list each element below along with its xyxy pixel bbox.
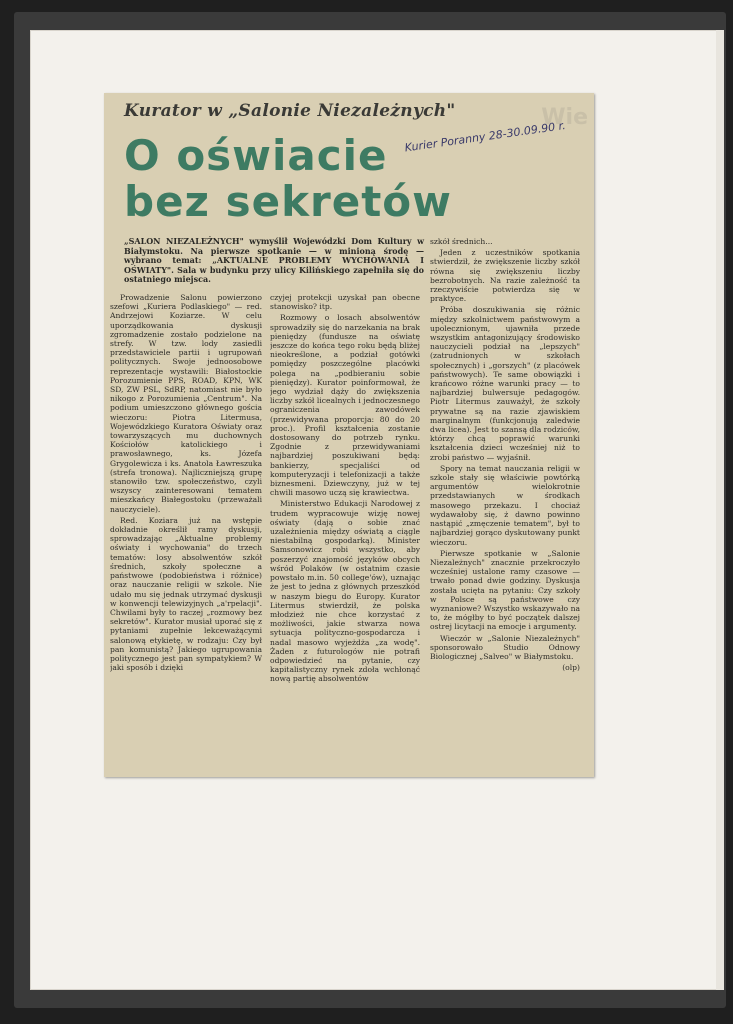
paragraph: czyjej protekcji uzyskał pan obecne stanowisko? itp. [270, 293, 420, 312]
handwritten-note: Kurier Poranny 28-30.09.90 r. [403, 119, 567, 155]
column-3 [430, 237, 580, 777]
newspaper-clipping [104, 93, 594, 777]
paragraph: Red. Koziara już na wstępie dokładnie określił ramy dyskusji, sprowadzając „Aktualne problemy oświaty i wychowania" do trzech tematów: losy absolwentów szkół średnich, szkoły społeczne a państwowe (podobieństwa i różnice) oraz nauczanie religii w szkole. Nie udało mu się jednak utrzymać dyskusji w konwencji telewizyjnych „a'rpelacji". Chwilami były to raczej „rozmowy bez sekretów". Kurator musiał uporać się z pytaniami zupełnie lekceważącymi salonową etykietę, w rodzaju: Czy był pan komunistą? Jakiego ugrupowania politycznego jest pan sympatykiem? W jaki sposób i dzięki [110, 515, 262, 673]
column-1 [110, 293, 262, 773]
page-edge [716, 30, 724, 990]
headline-line-1: O oświacie [124, 131, 388, 180]
column-2 [270, 293, 420, 773]
paragraph: Wieczór w „Salonie Niezależnych" sponsorowało Studio Odnowy Biologicznej „Salveo" w Białymstoku. [430, 633, 580, 661]
headline-line-2: bez sekretów [124, 177, 452, 226]
paragraph: Pierwsze spotkanie w „Salonie Niezależnych" znacznie przekroczyło wcześniej ustalone ramy czasowe — trwało ponad dwie godziny. Dyskusja została ucięta na pytaniu: Czy szkoły w Polsce są państwowe czy wyznaniowe? Wszystko wskazywało na to, że mógłby to być początek dalszej ostrej licytacji na emocje i argumenty. [430, 548, 580, 632]
paragraph: Rozmowy o losach absolwentów sprowadziły się do narzekania na brak pieniędzy (fundusze na oświatę jeszcze do końca tego roku będą bliżej nieokreślone, a podział gotówki pomiędzy poszczególne placówki polega na „podbieraniu sobie pieniędzy). Kurator poinformował, że jego wydział dąży do zwiększenia liczby szkół licealnych i jednoczesnego ograniczenia zawodówek (przewidywana proporcja: 80 do 20 proc.). Profil kształcenia zostanie dostosowany do potrzeb rynku. Zgodnie z przewidywaniami najbardziej poszukiwani będą: bankierzy, specjaliści od komputeryzacji i telefonizacji a także biznesmeni. Dziewczyny, już w tej chwili masowo uczą się krawiectwa. [270, 313, 420, 498]
kicker: Kurator w „Salonie Niezależnych" [124, 101, 456, 121]
author-signature: (olp) [562, 663, 580, 673]
paragraph: Jeden z uczestników spotkania stwierdził, że zwiększenie liczby szkół równa się zwiększeniu liczby bezrobotnych. Na razie zależność ta rzeczywiście potwierdza się w praktyce. [430, 248, 580, 304]
paragraph: Prowadzenie Salonu powierzono szefowi „Kuriera Podlaskiego" — red. Andrzejowi Koziarze. W celu uporządkowania dyskusji zgromadzenie zostało podzielone na strefy. W tzw. lody zasiedli przedstawiciele partii i ugrupowań politycznych. Swoje jednoosobowe reprezentacje wystawili: Białostockie Porozumienie PPS, ROAD, KPN, WK SD, ZW PSL, SdRP, natomiast nie było nikogo z Porozumienia „Centrum". Na podium umieszczono głównego gościa wieczoru: Piotra Litermusa, Wojewódzkiego Kuratora Oświaty oraz towarzyszących mu duchownych Kościołów katolickiego i prawosławnego, ks. Józefa Grygolewicza i ks. Anatola Ławreszuka (strefa tronowa). Najliczniejszą grupę stanowiło tzw. społeczeństwo, czyli wszyscy zainteresowani tematem mieszkańcy Białegostoku (przeważali nauczyciele). [110, 293, 262, 514]
bleed-through-text: Wie [541, 105, 588, 130]
paragraph: Spory na temat nauczania religii w szkole stały się właściwie powtórką argumentów wielokrotnie przedstawianych w środkach masowego przekazu. I chociaż wydawałoby się, ż dawno powinno nastąpić „zmęczenie tematem", był to najbardziej gorąco dyskutowany punkt wieczoru. [430, 463, 580, 547]
lead-paragraph: „SALON NIEZALEŻNYCH" wymyślił Wojewódzki Dom Kultury w Białymstoku. Na pierwsze spotkanie — w minioną środę — wybrano temat: „AKTUALNE PROBLEMY WYCHOWANIA I OŚWIATY". Sala w budynku przy ulicy Kilińskiego zapełniła się do ostatniego miejsca. [124, 236, 424, 285]
paragraph: Próba doszukiwania się różnic między szkolnictwem państwowym a upolecznionym, ujawniła przede wszystkim antagonizujący środowisko nauczycieli podział na „lepszych" (zatrudnionych w szkołach społecznych) i „gorszych" (z placówek państwowych). Te same obowiązki i krańcowo różne warunki pracy — to najbardziej bulwersuje pedagogów. Piotr Litermus zauważył, że szkoły prywatne są na razie zjawiskiem marginalnym (funkcjonują zaledwie dwa licea). Jest to szansą dla rodziców, którzy chcą poprawić warunki kształcenia dzieci wcześniej niż to zrobi państwo — wyjaśnił. [430, 305, 580, 462]
paragraph: Ministerstwo Edukacji Narodowej z trudem wypracowuje wizję nowej oświaty (dają o sobie znać uzależnienia między oświatą a ciągle niestabilną gospodarką). Minister Samsonowicz robi wszystko, aby poszerzyć znajomość języków obcych wśród Polaków (w ostatnim czasie powstało m.in. 50 college'ów), uznając że jest to jedna z głównych przeszkód w naszym biegu do Europy. Kurator Litermus stwierdził, że polska młodzież nie chce korzystać z możliwości, jakie stwarza nowa sytuacja polityczno-gospodarcza i nadal masowo wyjeżdża „za wodę". Żaden z futurologów nie potrafi odpowiedzieć na pytanie, czy kapitalistyczny rynek zdoła wchłonąć nową partię absolwentów [270, 499, 420, 684]
headline [124, 133, 452, 225]
paragraph: szkół średnich... [430, 237, 493, 246]
